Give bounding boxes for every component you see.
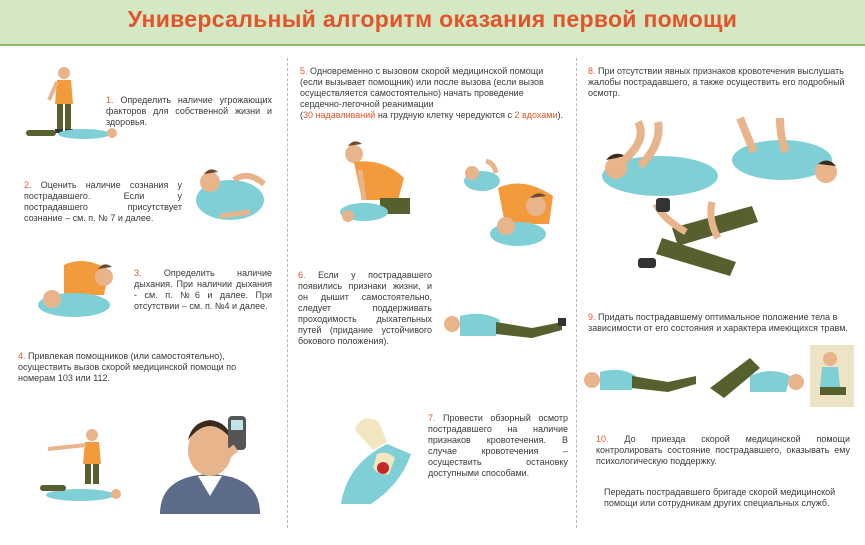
- figure-legs-examination: [632, 198, 762, 280]
- column-divider: [287, 58, 288, 528]
- step-4-number: 4.: [18, 351, 26, 361]
- step-9-text: [588, 312, 854, 334]
- step-8-body: При отсутствии явных признаков кровотечения выслушать жалобы пострадавшего, а также осуществить его подробный осмотр.: [588, 66, 845, 98]
- step-6-number: 6.: [298, 270, 306, 280]
- step-1-body: Определить наличие угрожающих факторов для собственной жизни и здоровья.: [106, 95, 272, 127]
- step-1-text: [106, 95, 272, 128]
- step-9-number: 9.: [588, 312, 596, 322]
- figure-chest-examination: [730, 116, 848, 196]
- step-10-text: [596, 434, 850, 467]
- step-3-text: [134, 268, 272, 312]
- figure-bleeding-check: [337, 410, 417, 505]
- step-6-text: [298, 270, 432, 347]
- step-5-middle: на грудную клетку чередуются с: [377, 110, 513, 120]
- step-7-body: Провести обзорный осмотр пострадавшего на наличие признаков кровотечения. В случае кровотечения – осуществить остановку доступными способами.: [428, 413, 568, 478]
- figure-breathing-check: [34, 255, 124, 320]
- step-2-body: Оценить наличие сознания у пострадавшего. Если у пострадавшего присутствует сознание – см. п. № 7 и далее.: [24, 180, 182, 223]
- step-10-body: До приезда скорой медицинской помощи контролировать состояние пострадавшего, оказывать ему психологическую поддержку.: [596, 434, 850, 466]
- step-8-number: 8.: [588, 66, 596, 76]
- step-3-body: Определить наличие дыхания. При наличии дыхания - см. п. №6 и далее. При отсутствии – см. п. №4 и далее.: [134, 268, 272, 311]
- figure-consciousness-check: [190, 160, 275, 228]
- step-10-number: 10.: [596, 434, 609, 444]
- step-7-number: 7.: [428, 413, 436, 423]
- step-5-highlight-breaths: 2 вдохами: [514, 110, 558, 120]
- step-9-body: Придать пострадавшему оптимальное положение тела в зависимости от его состояния и характера имеющихся травм.: [588, 312, 848, 333]
- figure-raised-legs-position: [706, 352, 806, 398]
- figure-head-examination: [598, 120, 720, 200]
- figure-rescue-breaths: [488, 178, 558, 248]
- page-title: Универсальный алгоритм оказания первой помощи: [127, 6, 738, 32]
- step-5-text: 5. Одновременно с вызовом скорой медицинской помощи (если вызывает помощник) или после вызова (если вызов осуществляется самостоятельно) начать проведение сердечно-легочной реанимации (30 надавливаний на грудную клетку чередуются с 2 вдохами).: [300, 66, 564, 120]
- figure-recovery-position: [440, 300, 568, 342]
- step-5-end: ).: [557, 110, 564, 120]
- figure-calling-helpers: [30, 425, 130, 515]
- figure-cpr-compressions: [330, 140, 425, 225]
- step-1-number: 1.: [106, 95, 114, 105]
- step-4-text: [18, 351, 268, 384]
- figure-phone-call: [150, 410, 270, 515]
- step-5-number: 5.: [300, 66, 308, 76]
- final-instruction: Передать пострадавшего бригаде скорой медицинской помощи или сотрудникам других специальных служб.: [604, 487, 836, 508]
- step-2-number: 2.: [24, 180, 32, 190]
- step-3-number: 3.: [134, 268, 142, 278]
- step-7-text: [428, 413, 568, 479]
- step-2-text: [24, 180, 182, 224]
- step-4-body: Привлекая помощников (или самостоятельно), осуществить вызов скорой медицинской помощи по номерам 103 или 112.: [18, 351, 237, 383]
- step-5-body: Одновременно с вызовом скорой медицинской помощи (если вызывает помощник) или после вызова (если вызов осуществляется самостоятельно) начать проведение сердечно-легочной реанимации: [300, 66, 544, 109]
- step-6-body: Если у пострадавшего появились признаки жизни, и он дышит самостоятельно, следует поддерживать проходимость дыхательных путей (придание устойчивого бокового положения).: [298, 270, 432, 346]
- figure-lateral-position: [580, 360, 700, 398]
- step-5-highlight-compressions: 30 надавливаний: [303, 110, 376, 120]
- column-divider: [576, 58, 577, 528]
- step-8-text: [588, 66, 850, 99]
- figure-sitting-position: [810, 345, 854, 407]
